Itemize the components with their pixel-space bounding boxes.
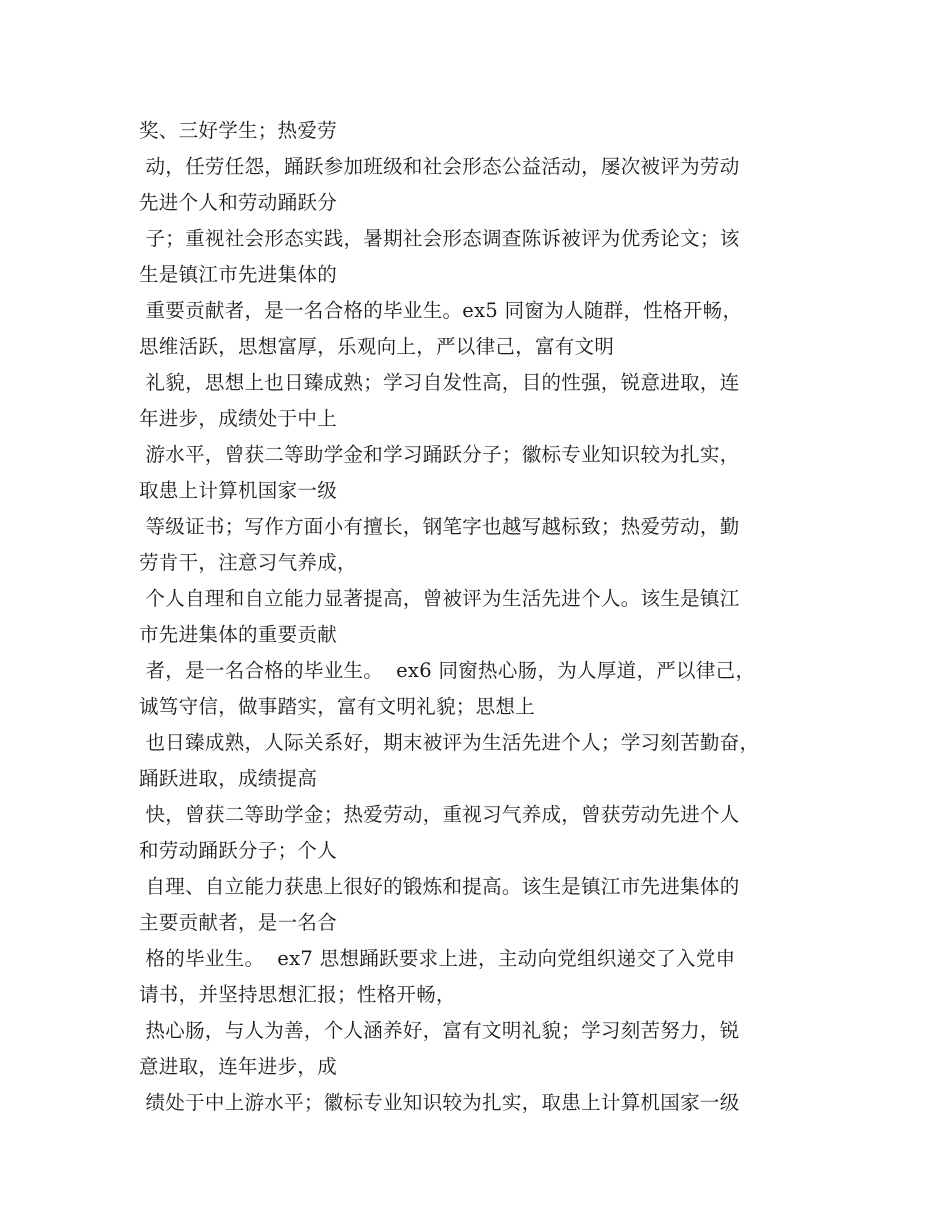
text-line-28: 绩处于中上游水平；徽标专业知识较为扎实，取患上计算机国家一级 — [139, 1091, 740, 1114]
text-line-15: 市先进集体的重要贡献 — [139, 623, 338, 646]
text-line-24: 格的毕业生。 ex7 思想踊跃要求上进，主动向党组织递交了入党申 — [139, 947, 736, 970]
text-line-21: 和劳动踊跃分子；个人 — [139, 839, 338, 862]
text-line-19: 踊跃进取，成绩提高 — [139, 767, 318, 790]
text-line-26: 热心肠，与人为善，个人涵养好，富有文明礼貌；学习刻苦努力，锐 — [139, 1019, 740, 1042]
text-line-23: 主要贡献者，是一名合 — [139, 911, 338, 934]
text-line-9: 年进步，成绩处于中上 — [139, 407, 338, 430]
text-line-7: 思维活跃，思想富厚，乐观向上，严以律己，富有文明 — [139, 335, 615, 358]
text-line-13: 劳肯干，注意习气养成， — [139, 551, 357, 574]
text-line-5: 生是镇江市先进集体的 — [139, 263, 338, 286]
text-line-27: 意进取，连年进步，成 — [139, 1055, 338, 1078]
text-line-4: 子；重视社会形态实践，暑期社会形态调查陈诉被评为优秀论文；该 — [139, 227, 740, 250]
text-line-20: 快，曾获二等助学金；热爱劳动，重视习气养成，曾获劳动先进个人 — [139, 803, 740, 826]
text-line-25: 请书，并坚持思想汇报；性格开畅， — [139, 983, 456, 1006]
text-line-3: 先进个人和劳动踊跃分 — [139, 191, 338, 214]
text-line-8: 礼貌，思想上也日臻成熟；学习自发性高，目的性强，锐意进取，连 — [139, 371, 740, 394]
text-line-16: 者，是一名合格的毕业生。 ex6 同窗热心肠，为人厚道，严以律己， — [139, 659, 756, 682]
text-line-6: 重要贡献者，是一名合格的毕业生。ex5 同窗为人随群，性格开畅， — [139, 299, 743, 322]
text-line-1: 奖、三好学生；热爱劳 — [139, 119, 338, 142]
text-line-12: 等级证书；写作方面小有擅长，钢笔字也越写越标致；热爱劳动，勤 — [139, 515, 740, 538]
text-line-22: 自理、自立能力获患上很好的锻炼和提高。该生是镇江市先进集体的 — [139, 875, 740, 898]
text-line-18: 也日臻成熟，人际关系好，期末被评为生活先进个人；学习刻苦勤奋， — [139, 731, 760, 754]
body-text — [139, 113, 829, 1121]
text-line-11: 取患上计算机国家一级 — [139, 479, 338, 502]
text-line-10: 游水平，曾获二等助学金和学习踊跃分子；徽标专业知识较为扎实， — [139, 443, 740, 466]
text-line-17: 诚笃守信，做事踏实，富有文明礼貌；思想上 — [139, 695, 536, 718]
text-line-14: 个人自理和自立能力显著提高，曾被评为生活先进个人。该生是镇江 — [139, 587, 740, 610]
text-line-2: 动，任劳任怨，踊跃参加班级和社会形态公益活动，屡次被评为劳动 — [139, 155, 740, 178]
